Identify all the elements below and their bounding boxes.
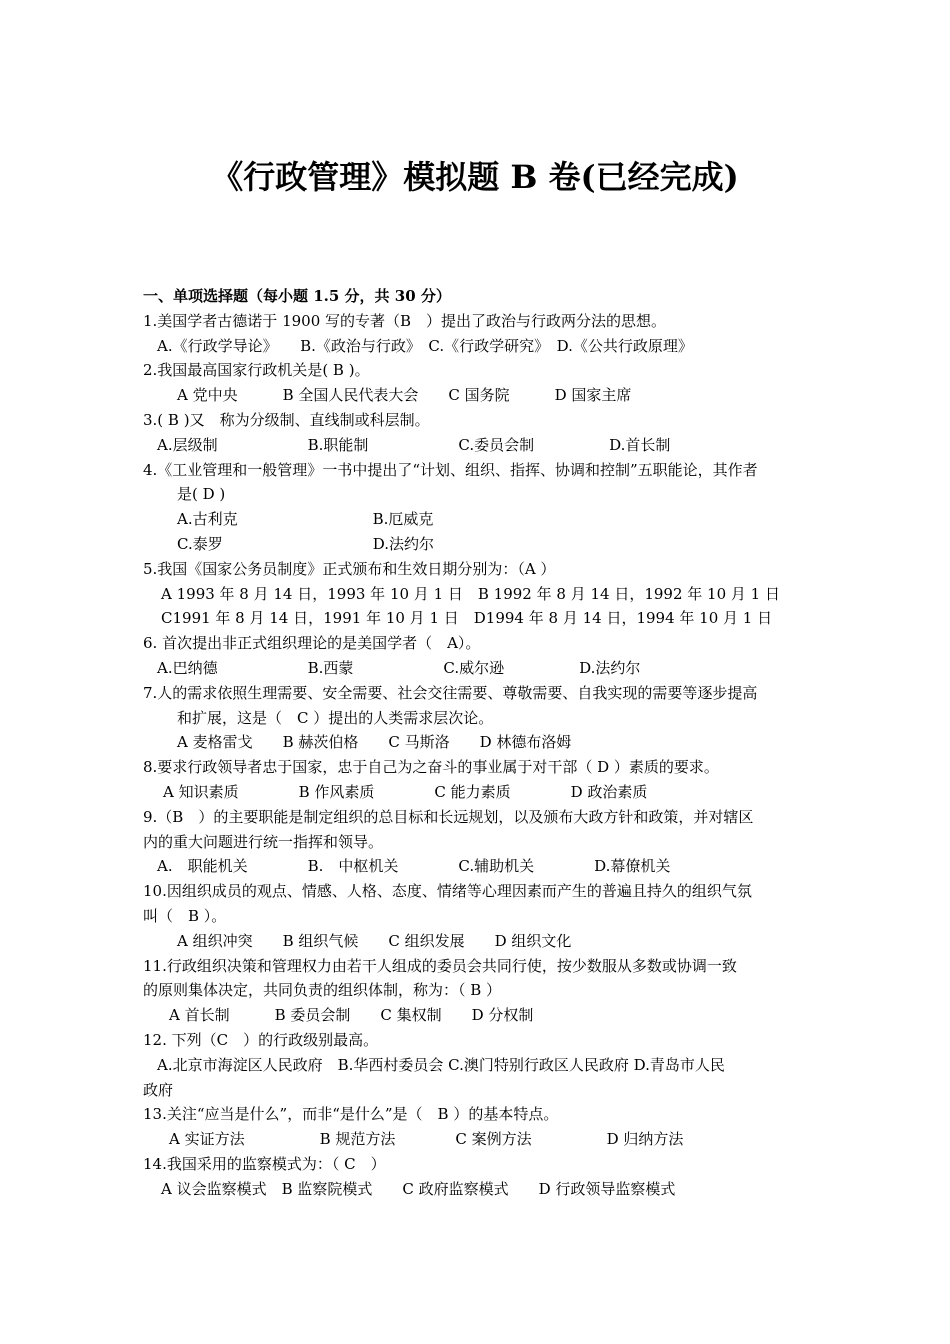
text-line: A 知识素质 B 作风素质 C 能力素质 D 政治素质 (163, 782, 648, 801)
text-line: A.北京市海淀区人民政府 B.华西村委员会 C.澳门特别行政区人民政府 D.青岛市人民 (157, 1055, 725, 1074)
text-line: A 1993 年 8 月 14 日，1993 年 10 月 1 日 B 1992 年 8 月 14 日，1992 年 10 月 1 日 (161, 584, 780, 603)
text-line: 10.因组织成员的观点、情感、人格、态度、情绪等心理因素而产生的普遍且持久的组织气氛 (143, 882, 752, 901)
text-line: 6. 首次提出非正式组织理论的是美国学者（ A）。 (143, 634, 481, 653)
text-line: A 首长制 B 委员会制 C 集权制 D 分权制 (169, 1006, 534, 1025)
text-line: 7.人的需求依照生理需要、安全需要、社会交往需要、尊敬需要、自我实现的需要等逐步提高 (143, 683, 758, 702)
text-line: A.《行政学导论》 B.《政治与行政》 C.《行政学研究》 D.《公共行政原理》 (157, 336, 693, 355)
text-line: A 实证方法 B 规范方法 C 案例方法 D 归纳方法 (169, 1130, 684, 1149)
text-line: A.层级制 B.职能制 C.委员会制 D.首长制 (157, 435, 671, 454)
section-heading: 一、单项选择题（每小题 1.5 分，共 30 分） (143, 287, 451, 305)
document-title: 《行政管理》模拟题 B 卷(已经完成) (211, 158, 739, 196)
text-line: 14.我国采用的监察模式为：（ C ） (143, 1154, 386, 1173)
question-list (143, 284, 809, 1201)
question-lines (143, 309, 809, 1202)
text-line: 3.( B )又 称为分级制、直线制或科层制。 (143, 410, 430, 429)
text-line: A.古利克 B.厄威克 (177, 510, 434, 529)
text-line: C.泰罗 D.法约尔 (177, 534, 434, 553)
text-line: 和扩展，这是（ C ）提出的人类需求层次论。 (177, 708, 494, 727)
text-line: A. 职能机关 B. 中枢机关 C.辅助机关 D.幕僚机关 (157, 857, 671, 876)
text-line: 是( D ) (177, 485, 226, 504)
text-line: 2.我国最高国家行政机关是( B )。 (143, 361, 370, 380)
text-line: 叫（ B ）。 (143, 906, 227, 925)
text-line: 的原则集体决定，共同负责的组织体制，称为：（ B ） (143, 981, 502, 1000)
text-line: A 麦格雷戈 B 赫茨伯格 C 马斯洛 D 林德布洛姆 (177, 733, 572, 752)
text-line: 1.美国学者古德诺于 1900 写的专著（B ）提出了政治与行政两分法的思想。 (143, 311, 667, 330)
text-line: 11.行政组织决策和管理权力由若干人组成的委员会共同行使，按少数服从多数或协调一致 (143, 956, 737, 975)
text-line: A 议会监察模式 B 监察院模式 C 政府监察模式 D 行政领导监察模式 (161, 1179, 676, 1198)
text-line: A 党中央 B 全国人民代表大会 C 国务院 D 国家主席 (177, 386, 632, 405)
text-line: A 组织冲突 B 组织气候 C 组织发展 D 组织文化 (177, 931, 572, 950)
text-line: 8.要求行政领导者忠于国家，忠于自己为之奋斗的事业属于对干部（ D ）素质的要求。 (143, 758, 719, 777)
text-line: 9.（B ）的主要职能是制定组织的总目标和长远规划，以及颁布大政方针和政策，并对辖区 (143, 807, 754, 826)
text-line: A.巴纳德 B.西蒙 C.威尔逊 D.法约尔 (157, 658, 641, 677)
text-line: 12. 下列（C ）的行政级别最高。 (143, 1030, 379, 1049)
text-line: 政府 (143, 1080, 174, 1099)
text-line: 4.《工业管理和一般管理》一书中提出了“计划、组织、指挥、协调和控制”五职能论，其作者 (143, 460, 758, 479)
text-line: 5.我国《国家公务员制度》正式颁布和生效日期分别为：（A ） (143, 559, 556, 578)
text-line: C1991 年 8 月 14 日，1991 年 10 月 1 日 D1994 年 8 月 14 日，1994 年 10 月 1 日 (161, 609, 773, 628)
text-line: 13.关注“应当是什么”，而非“是什么”是（ B ）的基本特点。 (143, 1105, 559, 1124)
text-line: 内的重大问题进行统一指挥和领导。 (143, 832, 384, 851)
